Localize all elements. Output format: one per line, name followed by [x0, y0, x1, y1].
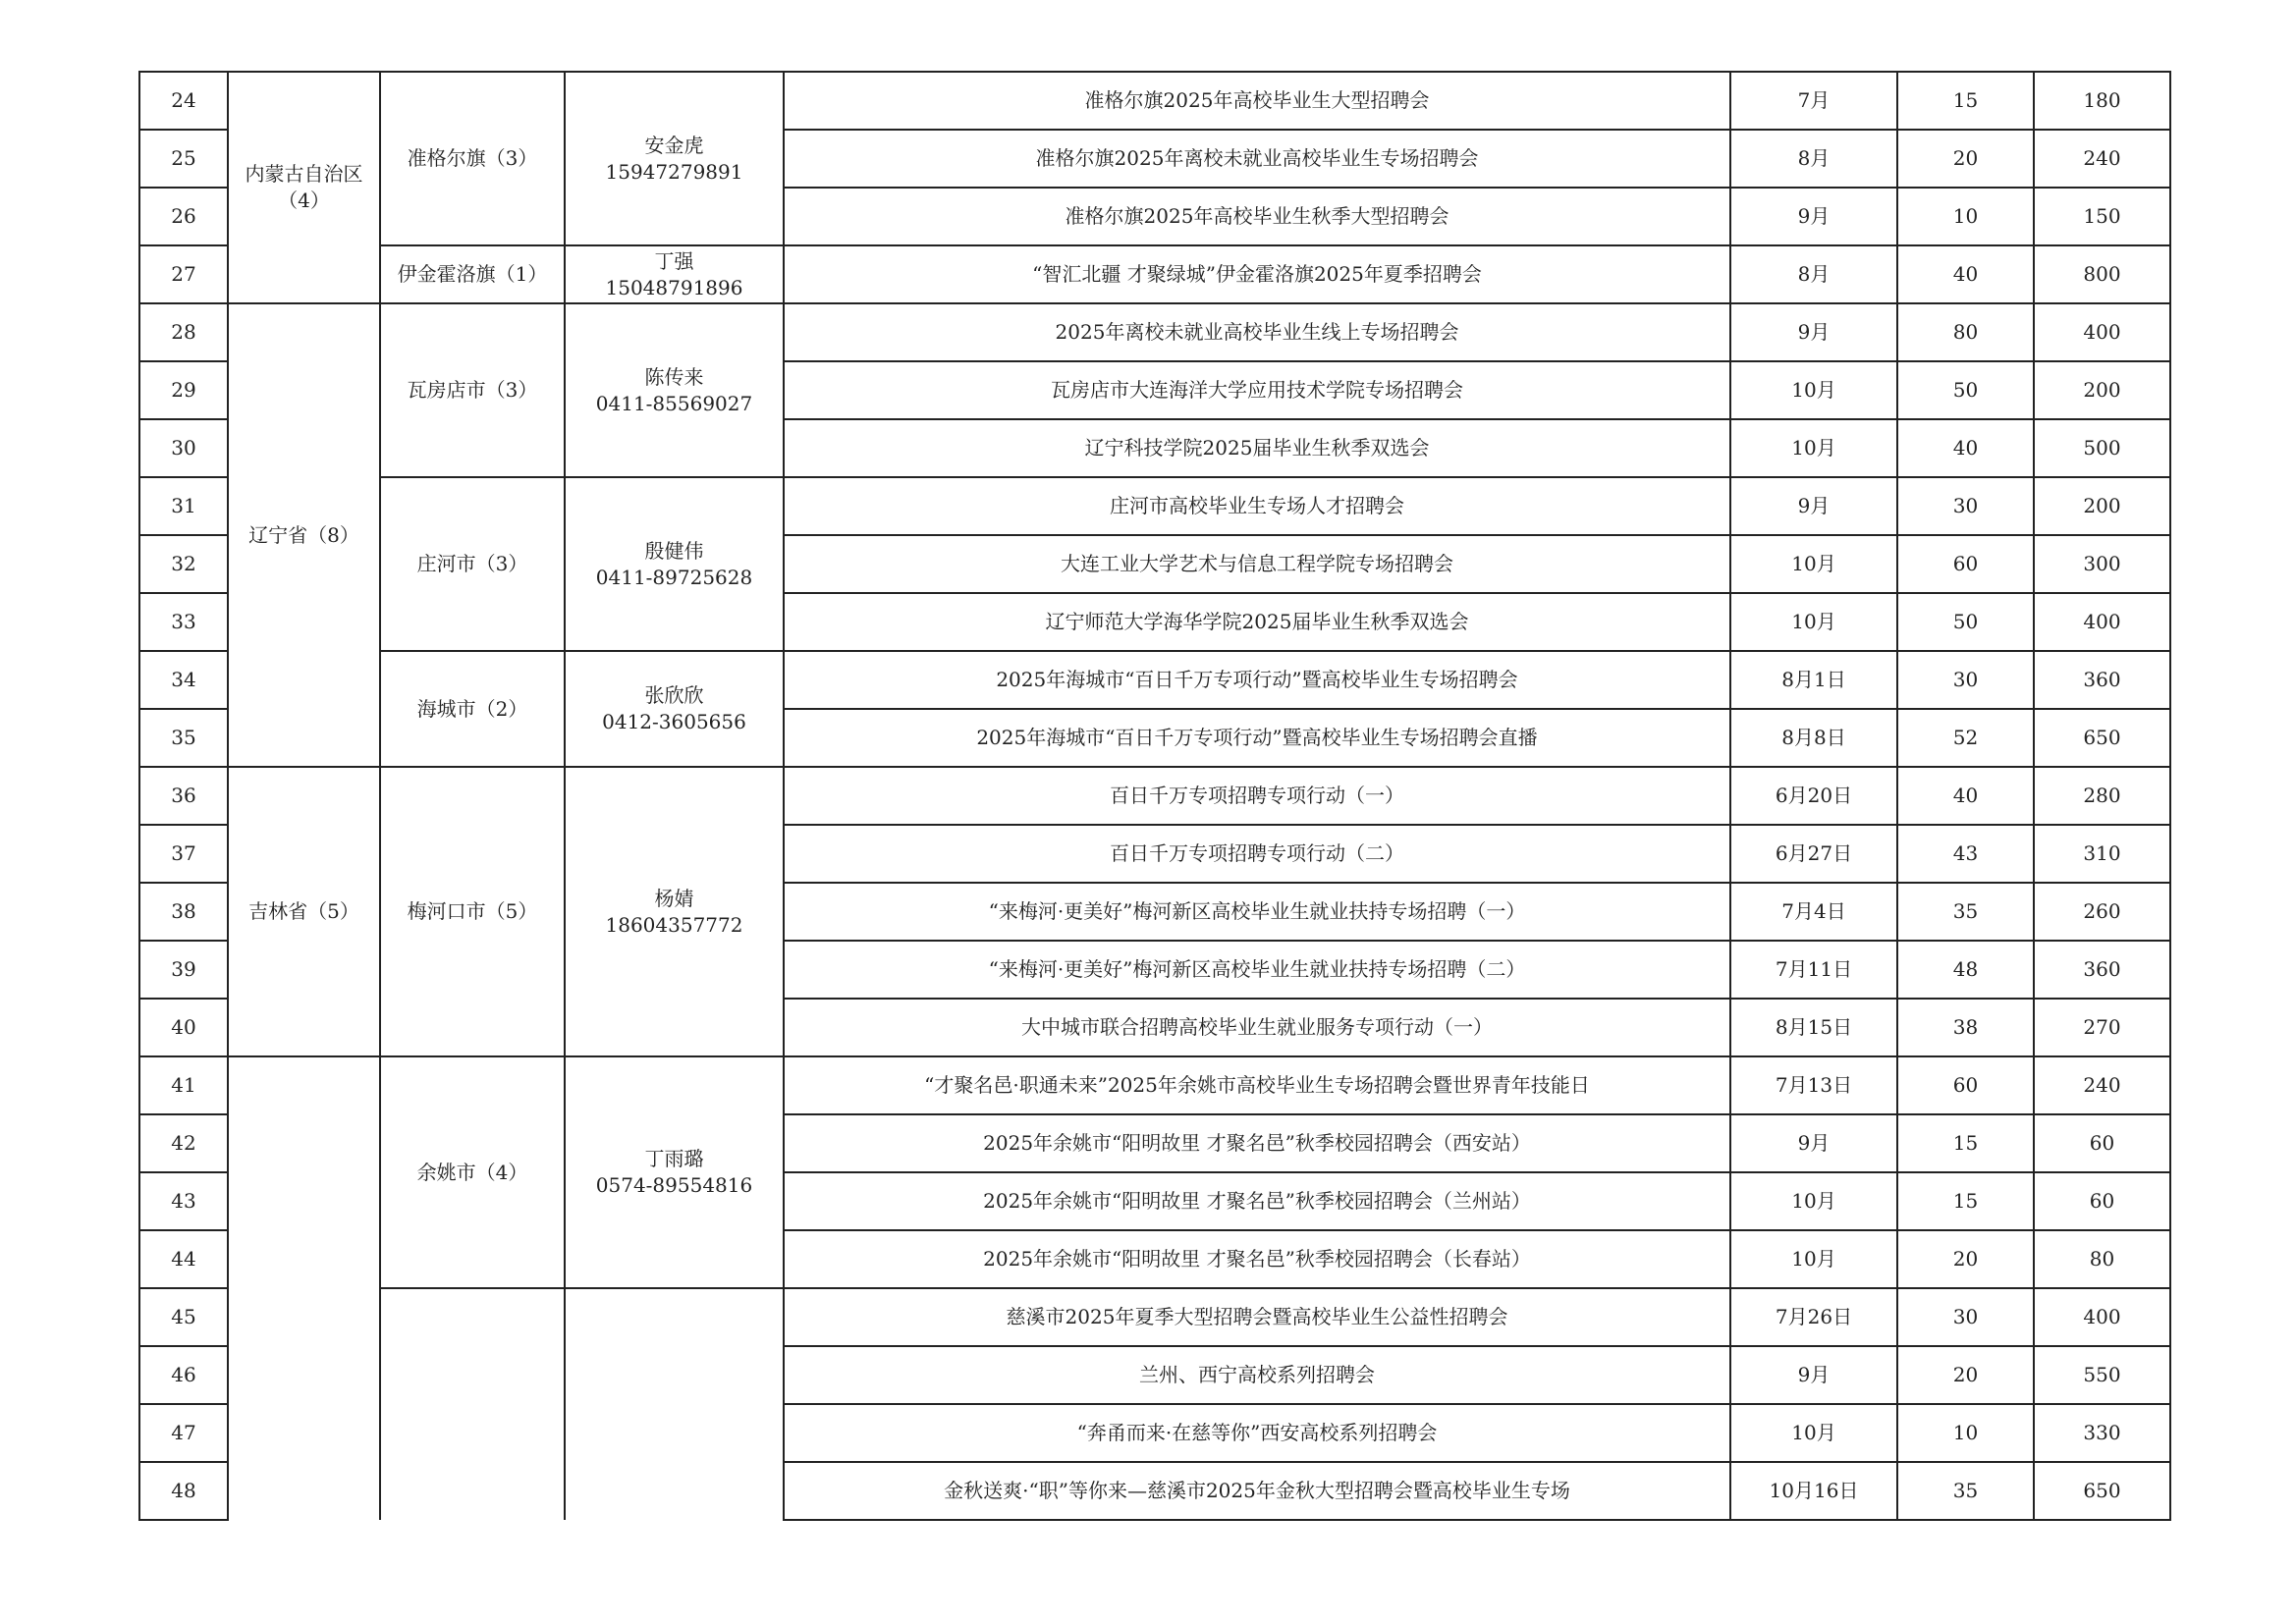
event-name: 准格尔旗2025年高校毕业生秋季大型招聘会: [784, 188, 1730, 245]
event-name: “来梅河·更美好”梅河新区高校毕业生就业扶持专场招聘（二）: [784, 941, 1730, 999]
event-name: “才聚名邑·职通未来”2025年余姚市高校毕业生专场招聘会暨世界青年技能日: [784, 1056, 1730, 1114]
job-count: 550: [2034, 1346, 2170, 1404]
employer-count: 35: [1897, 883, 2034, 941]
job-count: 360: [2034, 941, 2170, 999]
employer-count: 10: [1897, 188, 2034, 245]
job-count: 360: [2034, 651, 2170, 709]
job-count: 60: [2034, 1114, 2170, 1172]
employer-count: 10: [1897, 1404, 2034, 1462]
event-date: 8月: [1730, 130, 1897, 188]
employer-count: 38: [1897, 999, 2034, 1056]
row-number: 28: [139, 303, 228, 361]
event-name: 瓦房店市大连海洋大学应用技术学院专场招聘会: [784, 361, 1730, 419]
city-cell: 准格尔旗（3）: [380, 72, 565, 245]
event-date: 7月11日: [1730, 941, 1897, 999]
job-count: 150: [2034, 188, 2170, 245]
employer-count: 50: [1897, 593, 2034, 651]
job-count: 60: [2034, 1172, 2170, 1230]
event-name: 庄河市高校毕业生专场人才招聘会: [784, 477, 1730, 535]
event-name: 兰州、西宁高校系列招聘会: [784, 1346, 1730, 1404]
event-name: 2025年海城市“百日千万专项行动”暨高校毕业生专场招聘会: [784, 651, 1730, 709]
job-fair-table: [138, 71, 2171, 1521]
city-cell: [380, 1288, 565, 1520]
employer-count: 60: [1897, 535, 2034, 593]
event-date: 10月: [1730, 593, 1897, 651]
event-date: 10月16日: [1730, 1462, 1897, 1520]
event-date: 8月8日: [1730, 709, 1897, 767]
employer-count: 30: [1897, 477, 2034, 535]
job-count: 180: [2034, 72, 2170, 130]
event-date: 10月: [1730, 1404, 1897, 1462]
table-row: [139, 651, 2170, 709]
event-name: 2025年海城市“百日千万专项行动”暨高校毕业生专场招聘会直播: [784, 709, 1730, 767]
employer-count: 52: [1897, 709, 2034, 767]
row-number: 39: [139, 941, 228, 999]
province-cell: 内蒙古自治区（4）: [228, 72, 380, 303]
row-number: 47: [139, 1404, 228, 1462]
job-count: 400: [2034, 1288, 2170, 1346]
job-count: 280: [2034, 767, 2170, 825]
event-date: 10月: [1730, 1172, 1897, 1230]
province-cell: 吉林省（5）: [228, 767, 380, 1056]
row-number: 36: [139, 767, 228, 825]
job-count: 650: [2034, 1462, 2170, 1520]
event-name: 大中城市联合招聘高校毕业生就业服务专项行动（一）: [784, 999, 1730, 1056]
job-fair-table-page: [138, 71, 2171, 1521]
event-name: 辽宁师范大学海华学院2025届毕业生秋季双选会: [784, 593, 1730, 651]
row-number: 31: [139, 477, 228, 535]
row-number: 29: [139, 361, 228, 419]
event-date: 10月: [1730, 1230, 1897, 1288]
event-date: 7月26日: [1730, 1288, 1897, 1346]
table-row: [139, 1288, 2170, 1346]
contact-phone: 18604357772: [605, 912, 743, 937]
event-date: 8月15日: [1730, 999, 1897, 1056]
contact-cell: [565, 477, 784, 651]
employer-count: 30: [1897, 651, 2034, 709]
contact-name: 丁雨璐: [644, 1147, 704, 1170]
contact-name: 丁强: [654, 248, 694, 273]
table-row: [139, 245, 2170, 303]
event-name: 准格尔旗2025年高校毕业生大型招聘会: [784, 72, 1730, 130]
employer-count: 35: [1897, 1462, 2034, 1520]
row-number: 41: [139, 1056, 228, 1114]
employer-count: 15: [1897, 72, 2034, 130]
city-cell: 余姚市（4）: [380, 1056, 565, 1288]
contact-cell: [565, 1056, 784, 1288]
row-number: 38: [139, 883, 228, 941]
event-date: 9月: [1730, 477, 1897, 535]
employer-count: 60: [1897, 1056, 2034, 1114]
row-number: 24: [139, 72, 228, 130]
event-date: 9月: [1730, 1114, 1897, 1172]
event-date: 6月20日: [1730, 767, 1897, 825]
job-count: 80: [2034, 1230, 2170, 1288]
employer-count: 15: [1897, 1114, 2034, 1172]
table-row: [139, 767, 2170, 825]
row-number: 40: [139, 999, 228, 1056]
job-count: 650: [2034, 709, 2170, 767]
event-name: 百日千万专项招聘专项行动（二）: [784, 825, 1730, 883]
employer-count: 48: [1897, 941, 2034, 999]
table-row: [139, 477, 2170, 535]
event-name: 准格尔旗2025年离校未就业高校毕业生专场招聘会: [784, 130, 1730, 188]
job-count: 310: [2034, 825, 2170, 883]
event-name: 辽宁科技学院2025届毕业生秋季双选会: [784, 419, 1730, 477]
row-number: 35: [139, 709, 228, 767]
city-cell: 瓦房店市（3）: [380, 303, 565, 477]
employer-count: 50: [1897, 361, 2034, 419]
event-date: 10月: [1730, 419, 1897, 477]
job-count: 200: [2034, 361, 2170, 419]
job-count: 400: [2034, 303, 2170, 361]
row-number: 34: [139, 651, 228, 709]
event-name: 慈溪市2025年夏季大型招聘会暨高校毕业生公益性招聘会: [784, 1288, 1730, 1346]
employer-count: 20: [1897, 1346, 2034, 1404]
row-number: 42: [139, 1114, 228, 1172]
contact-cell: [565, 303, 784, 477]
job-count: 330: [2034, 1404, 2170, 1462]
row-number: 32: [139, 535, 228, 593]
city-cell: 梅河口市（5）: [380, 767, 565, 1056]
table-row: [139, 72, 2170, 130]
contact-name: 杨婧: [654, 886, 694, 910]
job-count: 300: [2034, 535, 2170, 593]
row-number: 43: [139, 1172, 228, 1230]
row-number: 33: [139, 593, 228, 651]
event-date: 10月: [1730, 361, 1897, 419]
row-number: 44: [139, 1230, 228, 1288]
table-row: [139, 1056, 2170, 1114]
contact-cell: [565, 245, 784, 303]
event-date: 7月4日: [1730, 883, 1897, 941]
contact-phone: 0412-3605656: [602, 710, 746, 733]
employer-count: 80: [1897, 303, 2034, 361]
contact-name: 张欣欣: [644, 683, 704, 707]
table-row: [139, 303, 2170, 361]
employer-count: 15: [1897, 1172, 2034, 1230]
province-cell: 辽宁省（8）: [228, 303, 380, 767]
job-count: 240: [2034, 1056, 2170, 1114]
job-count: 260: [2034, 883, 2170, 941]
job-count: 500: [2034, 419, 2170, 477]
row-number: 46: [139, 1346, 228, 1404]
employer-count: 20: [1897, 130, 2034, 188]
city-cell: 庄河市（3）: [380, 477, 565, 651]
employer-count: 40: [1897, 245, 2034, 303]
row-number: 26: [139, 188, 228, 245]
contact-name: 殷健伟: [644, 538, 704, 563]
contact-name: 安金虎: [644, 133, 704, 157]
province-cell: [228, 1056, 380, 1520]
event-name: “智汇北疆 才聚绿城”伊金霍洛旗2025年夏季招聘会: [784, 245, 1730, 303]
city-cell: 海城市（2）: [380, 651, 565, 767]
event-name: 金秋送爽·“职”等你来—慈溪市2025年金秋大型招聘会暨高校毕业生专场: [784, 1462, 1730, 1520]
employer-count: 20: [1897, 1230, 2034, 1288]
job-count: 200: [2034, 477, 2170, 535]
event-name: 大连工业大学艺术与信息工程学院专场招聘会: [784, 535, 1730, 593]
event-date: 9月: [1730, 303, 1897, 361]
contact-phone: 15947279891: [605, 159, 743, 184]
event-date: 8月1日: [1730, 651, 1897, 709]
event-name: 2025年离校未就业高校毕业生线上专场招聘会: [784, 303, 1730, 361]
row-number: 45: [139, 1288, 228, 1346]
event-name: 百日千万专项招聘专项行动（一）: [784, 767, 1730, 825]
city-cell: 伊金霍洛旗（1）: [380, 245, 565, 303]
contact-cell: [565, 72, 784, 245]
employer-count: 43: [1897, 825, 2034, 883]
contact-phone: 0411-85569027: [595, 391, 753, 415]
row-number: 37: [139, 825, 228, 883]
event-name: “奔甬而来·在慈等你”西安高校系列招聘会: [784, 1404, 1730, 1462]
job-count: 240: [2034, 130, 2170, 188]
event-date: 8月: [1730, 245, 1897, 303]
event-date: 9月: [1730, 188, 1897, 245]
contact-cell: [565, 767, 784, 1056]
event-name: 2025年余姚市“阳明故里 才聚名邑”秋季校园招聘会（长春站）: [784, 1230, 1730, 1288]
employer-count: 40: [1897, 419, 2034, 477]
event-date: 7月13日: [1730, 1056, 1897, 1114]
job-count: 270: [2034, 999, 2170, 1056]
contact-cell: [565, 1288, 784, 1520]
row-number: 27: [139, 245, 228, 303]
job-count: 400: [2034, 593, 2170, 651]
contact-phone: 0574-89554816: [595, 1173, 753, 1197]
employer-count: 30: [1897, 1288, 2034, 1346]
event-date: 6月27日: [1730, 825, 1897, 883]
job-count: 800: [2034, 245, 2170, 303]
row-number: 48: [139, 1462, 228, 1520]
event-name: “来梅河·更美好”梅河新区高校毕业生就业扶持专场招聘（一）: [784, 883, 1730, 941]
event-name: 2025年余姚市“阳明故里 才聚名邑”秋季校园招聘会（西安站）: [784, 1114, 1730, 1172]
contact-phone: 15048791896: [605, 275, 743, 299]
event-date: 9月: [1730, 1346, 1897, 1404]
contact-name: 陈传来: [644, 364, 704, 389]
row-number: 25: [139, 130, 228, 188]
row-number: 30: [139, 419, 228, 477]
event-date: 7月: [1730, 72, 1897, 130]
event-date: 10月: [1730, 535, 1897, 593]
table-body: [139, 72, 2170, 1520]
contact-cell: [565, 651, 784, 767]
contact-phone: 0411-89725628: [595, 565, 753, 589]
employer-count: 40: [1897, 767, 2034, 825]
event-name: 2025年余姚市“阳明故里 才聚名邑”秋季校园招聘会（兰州站）: [784, 1172, 1730, 1230]
